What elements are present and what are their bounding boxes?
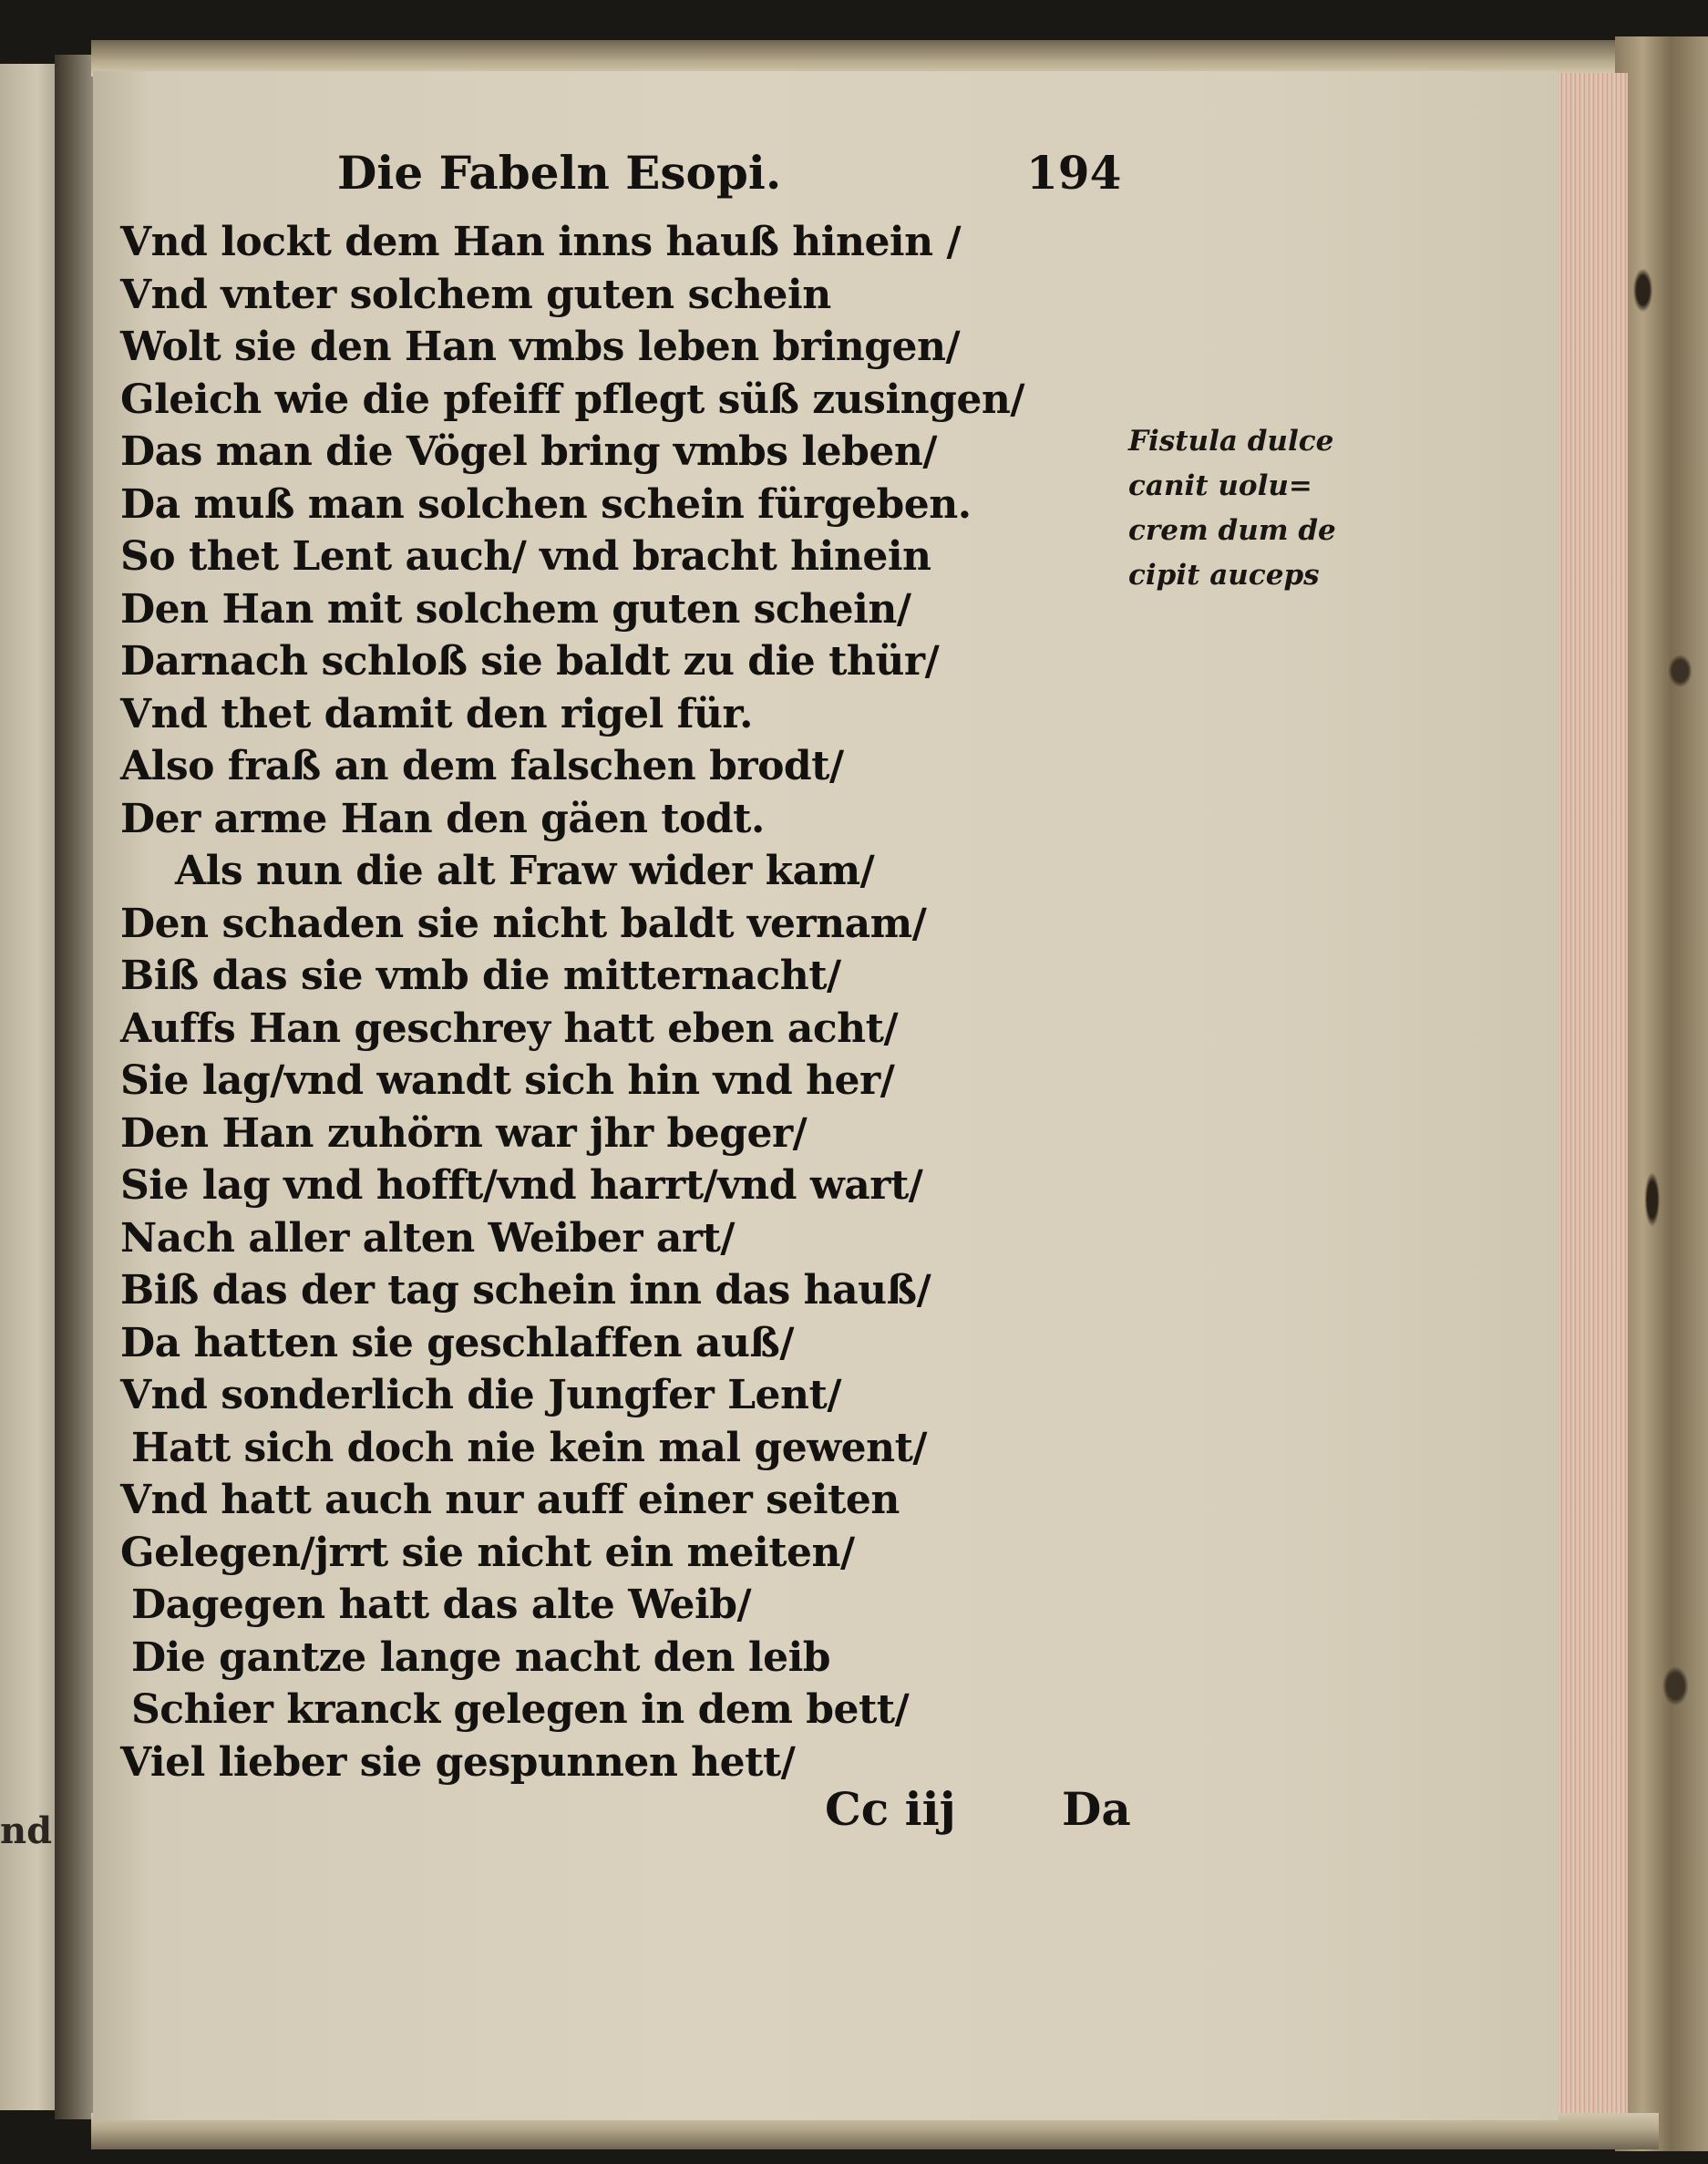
verse-line: Da hatten sie geschlaffen auß/ — [120, 1319, 794, 1366]
verse-line: Den Han mit solchem guten schein/ — [120, 585, 911, 633]
marbled-binding — [1615, 36, 1708, 2151]
verse-line: Der arme Han den gäen todt. — [120, 795, 765, 842]
verse-line: Dagegen hatt das alte Weib/ — [131, 1582, 752, 1628]
facing-page-fragment: nd — [0, 1809, 53, 1852]
verse-line: Vnd lockt dem Han inns hauß hinein / — [120, 219, 962, 265]
verse-line: Die gantze lange nacht den leib — [131, 1633, 831, 1681]
verse-line: Als nun die alt Fraw wider kam/ — [175, 848, 875, 894]
verse-line: Auffs Han geschrey hatt eben acht/ — [120, 1005, 899, 1052]
facing-page-edge — [0, 64, 62, 2110]
marginal-note-line: crem dum de — [1128, 514, 1336, 547]
verse-line: Also fraß an dem falschen brodt/ — [120, 743, 844, 789]
verse-line: Den Han zuhörn war jhr beger/ — [120, 1109, 808, 1157]
marginal-note-line: canit uolu= — [1128, 469, 1312, 502]
running-head: Die Fabeln Esopi. — [337, 146, 782, 200]
verse-line: Sie lag/vnd wandt sich hin vnd her/ — [120, 1057, 895, 1104]
verse-line: So thet Lent auch/ vnd bracht hinein — [120, 533, 931, 580]
verse-line: Wolt sie den Han vmbs leben bringen/ — [120, 324, 961, 370]
verse-line: Biß das der tag schein inn das hauß/ — [120, 1267, 931, 1314]
verse-line: Gleich wie die pfeiff pflegt süß zusingen/ — [120, 376, 1024, 423]
verse-line: Viel lieber sie gespunnen hett/ — [120, 1738, 796, 1786]
verse-text — [120, 216, 1024, 1788]
book-gutter — [55, 55, 97, 2119]
marginal-note-line: cipit auceps — [1128, 559, 1320, 592]
marginal-note-line: Fistula dulce — [1128, 425, 1334, 458]
signature-mark: Cc iij — [825, 1782, 956, 1836]
verse-line: Vnd hatt auch nur auff einer seiten — [120, 1477, 900, 1523]
verse-line: Vnd sonderlich die Jungfer Lent/ — [120, 1372, 841, 1418]
red-page-edges — [1549, 73, 1628, 2124]
page-number: 194 — [1026, 146, 1122, 200]
verse-line: Vnd thet damit den rigel für. — [120, 690, 753, 737]
marginal-note — [1128, 419, 1336, 598]
verse-line: Hatt sich doch nie kein mal gewent/ — [131, 1424, 927, 1471]
verse-line: Biß das sie vmb die mitternacht/ — [120, 953, 841, 999]
verse-line: Nach aller alten Weiber art/ — [120, 1214, 735, 1262]
verse-line: Vnd vnter solchem guten schein — [120, 271, 831, 318]
verse-line: Sie lag vnd hofft/vnd harrt/vnd wart/ — [120, 1162, 923, 1209]
verse-line: Das man die Vögel bring vmbs leben/ — [120, 428, 937, 475]
catchword: Da — [1062, 1782, 1131, 1836]
verse-line: Da muß man solchen schein fürgeben. — [120, 480, 972, 528]
verse-line: Schier kranck gelegen in dem bett/ — [131, 1686, 910, 1733]
verse-line: Darnach schloß sie baldt zu die thür/ — [120, 638, 940, 685]
verse-line: Gelegen/jrrt sie nicht ein meiten/ — [120, 1529, 855, 1576]
verse-line: Den schaden sie nicht baldt vernam/ — [120, 900, 927, 947]
